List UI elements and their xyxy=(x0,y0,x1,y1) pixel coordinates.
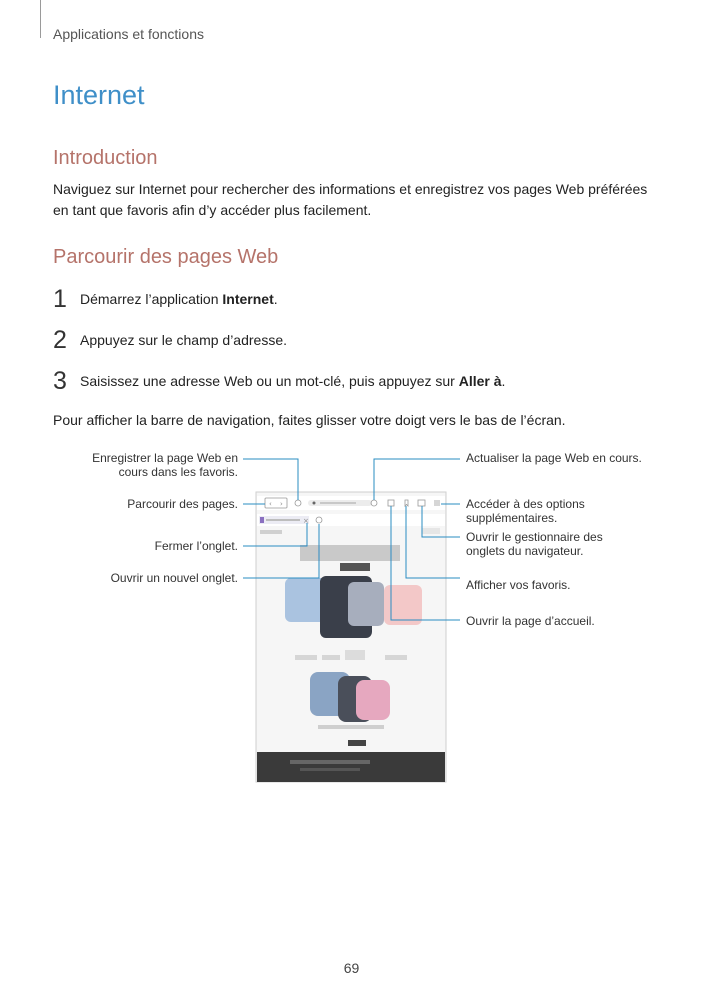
callout-bookmarks: Afficher vos favoris. xyxy=(466,578,571,592)
page-number: 69 xyxy=(343,960,360,976)
product-image-silver xyxy=(348,582,384,626)
site-logo xyxy=(260,530,282,534)
product-image-pink-2 xyxy=(356,680,390,720)
step-number: 1 xyxy=(53,285,67,313)
content-cta xyxy=(348,740,366,746)
footer-text xyxy=(290,760,370,764)
page-title: Internet xyxy=(53,80,145,110)
step-number: 2 xyxy=(53,326,67,354)
tab-favicon xyxy=(260,517,264,523)
step-number: 3 xyxy=(53,367,67,395)
step-text: Saisissez une adresse Web ou un mot-clé, puis appuyez sur Aller à. xyxy=(80,373,506,389)
content-caption xyxy=(318,725,384,729)
content-link xyxy=(385,655,407,660)
callout-home: Ouvrir la page d’accueil. xyxy=(466,614,595,628)
callout-new-tab: Ouvrir un nouvel onglet. xyxy=(110,571,238,585)
content-button xyxy=(345,650,365,660)
browse-heading: Parcourir des pages Web xyxy=(53,246,279,268)
step-text: Démarrez l’application Internet. xyxy=(80,291,278,307)
callout-browse-pages: Parcourir des pages. xyxy=(127,497,238,511)
step-text: Appuyez sur le champ d’adresse. xyxy=(80,332,287,348)
back-icon: ‹ xyxy=(269,500,272,508)
close-tab-icon: × xyxy=(303,517,309,525)
site-button xyxy=(422,528,440,534)
callout-close-tab: Fermer l’onglet. xyxy=(154,539,238,553)
callout-save-bookmark: Enregistrer la page Web en cours dans les favoris. xyxy=(92,451,238,479)
intro-text: Naviguez sur Internet pour rechercher des informations et enregistrez vos pages Web préférées en tant que favoris afin d’y accéder plus facilement. xyxy=(53,181,648,218)
secure-icon xyxy=(313,502,316,505)
content-link xyxy=(295,655,317,660)
product-image-pink xyxy=(384,585,422,625)
hero-cta xyxy=(340,563,370,571)
intro-heading: Introduction xyxy=(53,147,158,169)
footer-banner xyxy=(257,752,445,782)
address-text xyxy=(320,502,356,504)
callout-tab-manager: Ouvrir le gestionnaire des onglets du navigateur. xyxy=(466,530,603,558)
forward-icon: › xyxy=(280,500,283,508)
callout-refresh: Actualiser la page Web en cours. xyxy=(466,451,642,465)
section-header: Applications et fonctions xyxy=(53,26,204,42)
content-link xyxy=(322,655,340,660)
nav-bar-tip: Pour afficher la barre de navigation, faites glisser votre doigt vers le bas de l’écran. xyxy=(53,412,566,428)
callout-more-options: Accéder à des options supplémentaires. xyxy=(466,497,585,525)
hero-banner xyxy=(300,545,400,561)
tab-title xyxy=(266,519,300,521)
